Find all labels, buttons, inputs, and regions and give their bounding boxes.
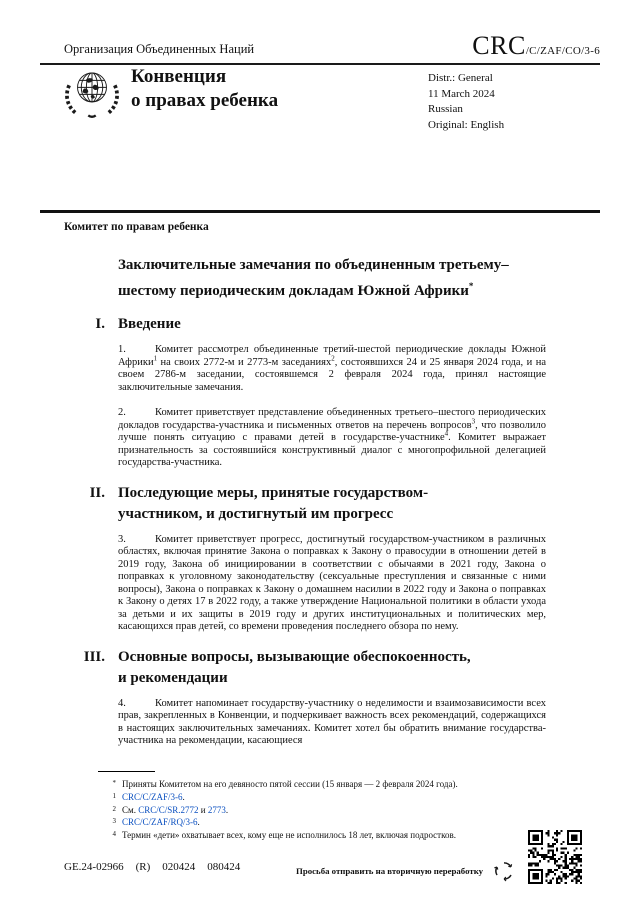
committee-name: Комитет по правам ребенка (64, 221, 209, 233)
footnote-item: * Приняты Комитетом на его девяносто пятой сессии (15 января — 2 февраля 2024 года). (96, 778, 536, 791)
distribution-block (428, 71, 504, 133)
paragraph: 1. Комитет рассмотрел объединенные третий-шестой периодические доклады Южной Африки$^1$ на своих 2772-м и 2773-м заседаниях$^2$, состоявшихся 24 и 25 января 2024 года, и на своем 2786-м заседании, состоявшемся 2 февраля 2024 года, принял настоящие заключительные замечания. (118, 344, 546, 393)
qr-code[interactable] (528, 828, 582, 886)
sections-container (40, 314, 548, 748)
masthead-main (64, 64, 278, 122)
section-heading-text: Введение (118, 316, 181, 332)
recycle-text: Просьба отправить на вторичную переработку (296, 866, 484, 876)
doc-symbol (472, 31, 600, 61)
title-footnote-ref[interactable]: * (468, 281, 474, 291)
paragraph: 3. Комитет приветствует прогресс, достигнутый государством-участником в различных областях, включая принятие Закона о поправках к Закону о правосудии в отношении детей в 2019 году, Закона об инициировании в соответствии с обычаями в 2021 году, Закона о поправках к уголовному законодательству (сексуальные преступления и связанные с ними вопросы), Закона о поправках к Закону о домашнем насилии в 2022 году и Закона о поправках к Закону о детях 17 в 2022 году, а также утверждение Национальной политики в области ухода за детьми и их защиты в 2019 году и других институциональных и политических мер, касающихся прав детей, со времени проведения последнего обзора по нему. (118, 533, 546, 632)
footnote-ref[interactable]: 4 (444, 429, 449, 438)
section-heading (40, 314, 548, 335)
section-heading-text: Основные вопросы, вызывающие обеспокоенность, и рекомендации (118, 648, 471, 686)
un-emblem-icon (64, 64, 120, 122)
paragraph-number: 4. (118, 697, 126, 709)
footnote-item: 1 CRC/C/ZAF/3-6. (96, 791, 536, 804)
document-link[interactable]: CRC/C/ZAF/RQ/3-6 (122, 817, 198, 828)
footnote-separator-rule (98, 771, 155, 772)
language-code: (R) (135, 861, 151, 873)
document-link[interactable]: CRC/C/ZAF/3-6 (122, 791, 183, 802)
footnote-marker: 4 (112, 830, 116, 839)
doc-symbol-suffix: /C/ZAF/CO/3-6 (525, 45, 600, 57)
paragraph-number: 1. (118, 344, 126, 355)
recycle-note (296, 858, 517, 884)
footnote-ref[interactable]: 2 (331, 354, 335, 362)
document-link[interactable]: CRC/C/SR.2772 (138, 804, 199, 815)
footer-date-2: 080424 (207, 861, 241, 873)
section-heading (40, 483, 548, 525)
paragraph: 2. Комитет приветствует представление объединенных третьего–шестого периодических докладов государства-участника и письменных ответов на перечень вопросов$^3$, что позволило лучше понять ситуацию с правами детей в государстве-участнике$^4$. Комитет выражает признательность за состоявшийся конструктивный диалог с многопрофильной делегацией государства-участника. (118, 407, 547, 468)
paragraph: 4. Комитет напоминает государству-участнику о неделимости и взаимозависимости всех прав, закрепленных в Конвенции, и подчеркивает важность всех рекомендаций, содержащихся в настоящих заключительных замечаниях. Комитет хотел бы обратить внимание государства-участника на рекомендации, касающиеся (118, 697, 546, 746)
section-heading-text: Последующие меры, принятые государством-участником, и достигнутый им прогресс (118, 484, 429, 522)
paragraph-number: 3. (118, 533, 126, 545)
language-line: Russian (428, 103, 463, 115)
document-title-text: Заключительные замечания по объединенным третьему–шестому периодическим докладам Южной Африки (118, 257, 509, 299)
footnote-marker: * (112, 779, 116, 787)
footnote-ref[interactable]: 1 (153, 354, 158, 362)
footer-date-1: 020424 (162, 861, 196, 873)
distr-line: Distr.: General (428, 72, 493, 84)
footnote-ref[interactable]: 3 (471, 417, 476, 425)
masthead-title-line2: о правах ребенка (131, 89, 279, 111)
footnote-marker: 2 (112, 804, 116, 813)
footnote-list (96, 778, 536, 842)
section-numeral: II. (89, 484, 105, 501)
document-body (40, 255, 548, 761)
date-line: 11 March 2024 (428, 87, 495, 100)
original-line: Original: English (428, 118, 505, 131)
footnote-item: 2 См. CRC/C/SR.2772 и 2773. (96, 804, 536, 817)
section-heading (40, 647, 548, 689)
doc-symbol-main: CRC (472, 31, 526, 60)
document-link[interactable]: 2773 (207, 804, 226, 815)
footnote-item: 4 Термин «дети» охватывает всех, кому еще не исполнилось 18 лет, включая подростков. (96, 829, 536, 842)
footnotes-block (96, 771, 536, 842)
masthead-title (131, 65, 278, 122)
recycle-icon (491, 858, 517, 884)
footnote-marker: 3 (112, 817, 116, 826)
section-numeral: I. (95, 316, 105, 332)
un-org-name: Организация Объединенных Наций (64, 42, 255, 56)
section-numeral: III. (83, 648, 105, 665)
paragraph-number: 2. (118, 407, 126, 418)
masthead-title-line1: Конвенция (131, 66, 227, 87)
ge-number: GE.24-02966 (64, 861, 124, 873)
footnote-item: 3 CRC/C/ZAF/RQ/3-6. (96, 816, 536, 829)
footer-docket (64, 861, 252, 873)
document-title (118, 255, 520, 302)
section-divider-rule (40, 210, 600, 213)
masthead-top (40, 31, 600, 65)
footnote-marker: 1 (112, 791, 116, 800)
